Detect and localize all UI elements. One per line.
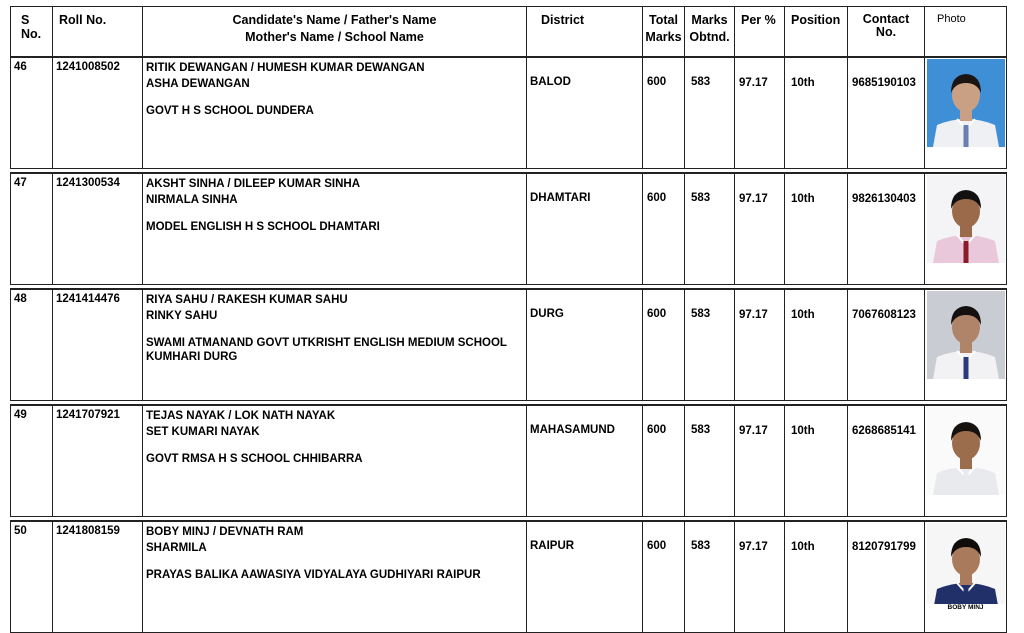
mother-name: NIRMALA SINHA (146, 193, 238, 206)
student-photo (927, 523, 1005, 611)
table-row (10, 521, 1007, 633)
student-portrait-icon (927, 175, 1005, 263)
header-marks (685, 6, 735, 57)
mother-name: RINKY SAHU (146, 309, 218, 322)
student-photo (927, 291, 1005, 379)
cell-total: 600 (643, 57, 685, 169)
cell-roll: 1241707921 (53, 405, 143, 517)
cell-sno: 50 (10, 521, 53, 633)
school-name: MODEL ENGLISH H S SCHOOL DHAMTARI (146, 221, 380, 233)
cell-sno: 46 (10, 57, 53, 169)
candidate-father-name: TEJAS NAYAK / LOK NATH NAYAK (146, 410, 336, 422)
table-row (10, 57, 1007, 169)
header-row (10, 6, 1007, 57)
rows-body (10, 57, 1007, 633)
student-portrait-icon (927, 291, 1005, 379)
cell-per: 97.17 (735, 173, 785, 285)
student-photo (927, 59, 1005, 147)
cell-marks: 583 (685, 57, 735, 169)
header-sno: S No. (10, 6, 53, 57)
header-total-line1: Total (649, 13, 678, 27)
cell-name (143, 289, 527, 401)
mother-name: ASHA DEWANGAN (146, 77, 250, 90)
cell-photo (925, 521, 1007, 633)
header-contact-line1: Contact (862, 12, 910, 26)
cell-position: 10th (785, 521, 848, 633)
table-row (10, 405, 1007, 517)
cell-per: 97.17 (735, 405, 785, 517)
table-row (10, 173, 1007, 285)
cell-photo (925, 289, 1007, 401)
cell-contact: 8120791799 (848, 521, 925, 633)
header-contact (848, 6, 925, 57)
header-marks-line2: Obtnd. (689, 30, 730, 44)
cell-name (143, 405, 527, 517)
cell-district: MAHASAMUND (527, 405, 643, 517)
cell-contact: 9826130403 (848, 173, 925, 285)
photo-caption: BOBY MINJ (927, 604, 1005, 611)
student-portrait-icon (927, 523, 1005, 611)
school-name: GOVT RMSA H S SCHOOL CHHIBARRA (146, 453, 363, 465)
cell-sno: 49 (10, 405, 53, 517)
mother-name: SET KUMARI NAYAK (146, 425, 260, 438)
cell-district: DHAMTARI (527, 173, 643, 285)
cell-position: 10th (785, 405, 848, 517)
header-position: Position (785, 6, 848, 57)
cell-contact: 7067608123 (848, 289, 925, 401)
header-contact-line2: No. (875, 25, 897, 39)
header-district: District (527, 6, 643, 57)
cell-roll: 1241414476 (53, 289, 143, 401)
cell-sno: 47 (10, 173, 53, 285)
cell-position: 10th (785, 57, 848, 169)
cell-per: 97.17 (735, 521, 785, 633)
cell-contact: 6268685141 (848, 405, 925, 517)
header-marks-line1: Marks (691, 13, 728, 27)
cell-roll: 1241008502 (53, 57, 143, 169)
cell-marks: 583 (685, 173, 735, 285)
cell-marks: 583 (685, 289, 735, 401)
student-portrait-icon (927, 59, 1005, 147)
header-roll: Roll No. (53, 6, 143, 57)
cell-total: 600 (643, 289, 685, 401)
cell-name (143, 57, 527, 169)
cell-district: RAIPUR (527, 521, 643, 633)
header-total (643, 6, 685, 57)
cell-district: DURG (527, 289, 643, 401)
cell-total: 600 (643, 173, 685, 285)
cell-photo (925, 173, 1007, 285)
candidate-father-name: BOBY MINJ / DEVNATH RAM (146, 526, 304, 538)
school-name: GOVT H S SCHOOL DUNDERA (146, 105, 314, 117)
school-name: PRAYAS BALIKA AAWASIYA VIDYALAYA GUDHIYARI RAIPUR (146, 569, 481, 581)
header-per: Per % (735, 6, 785, 57)
header-total-line2: Marks (645, 30, 682, 44)
cell-total: 600 (643, 521, 685, 633)
header-name-line1: Candidate's Name / Father's Name (232, 13, 437, 27)
cell-per: 97.17 (735, 57, 785, 169)
cell-position: 10th (785, 289, 848, 401)
cell-name (143, 521, 527, 633)
header-name (143, 6, 527, 57)
candidate-father-name: RITIK DEWANGAN / HUMESH KUMAR DEWANGAN (146, 62, 425, 74)
cell-photo (925, 57, 1007, 169)
cell-name (143, 173, 527, 285)
header-name-line2: Mother's Name / School Name (245, 30, 424, 44)
candidate-father-name: AKSHT SINHA / DILEEP KUMAR SINHA (146, 178, 361, 190)
cell-per: 97.17 (735, 289, 785, 401)
merit-list-table (10, 6, 1007, 633)
student-photo (927, 175, 1005, 263)
mother-name: SHARMILA (146, 541, 207, 554)
cell-sno: 48 (10, 289, 53, 401)
cell-roll: 1241808159 (53, 521, 143, 633)
student-photo (927, 407, 1005, 495)
cell-position: 10th (785, 173, 848, 285)
student-portrait-icon (927, 407, 1005, 495)
table-row (10, 289, 1007, 401)
candidate-father-name: RIYA SAHU / RAKESH KUMAR SAHU (146, 294, 348, 306)
cell-marks: 583 (685, 405, 735, 517)
cell-contact: 9685190103 (848, 57, 925, 169)
cell-total: 600 (643, 405, 685, 517)
header-photo: Photo (925, 6, 1007, 57)
cell-photo (925, 405, 1007, 517)
cell-district: BALOD (527, 57, 643, 169)
cell-marks: 583 (685, 521, 735, 633)
cell-roll: 1241300534 (53, 173, 143, 285)
school-name: SWAMI ATMANAND GOVT UTKRISHT ENGLISH MEDIUM SCHOOL KUMHARI DURG (146, 337, 507, 363)
